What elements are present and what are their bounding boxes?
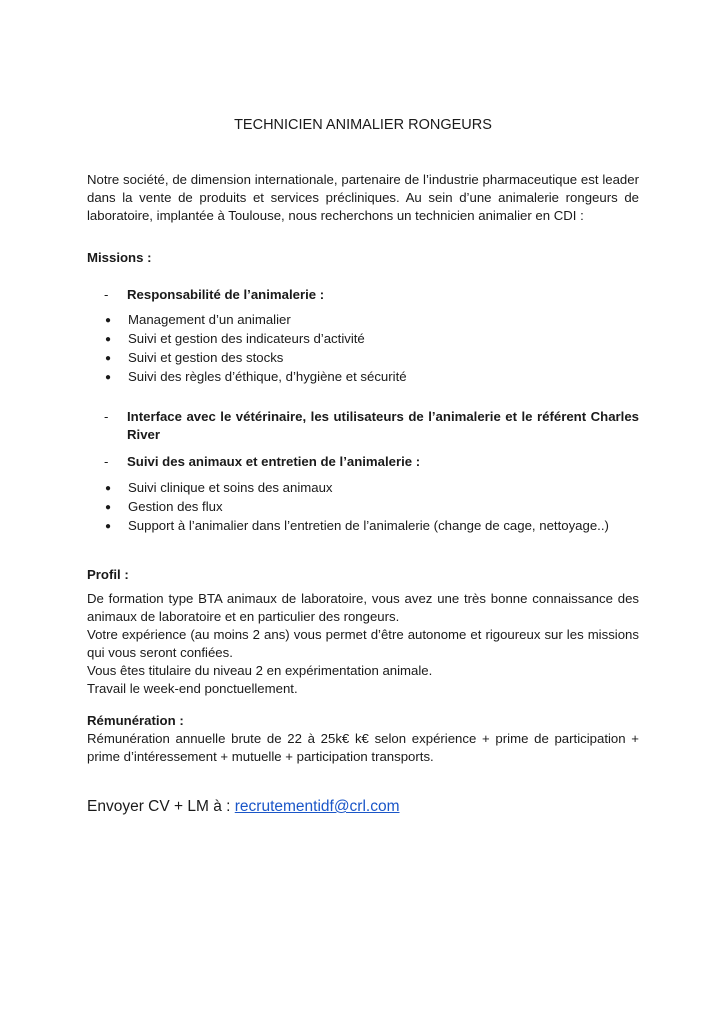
- list-item: ● Suivi et gestion des indicateurs d’activité: [87, 330, 639, 349]
- bullet-icon: ●: [105, 315, 112, 326]
- dash-item-responsabilite: [87, 286, 639, 304]
- list-item: ● Suivi clinique et soins des animaux: [87, 479, 639, 498]
- missions-group-3: [87, 453, 639, 536]
- remuneration-paragraph: Rémunération annuelle brute de 22 à 25k€ k€ selon expérience + prime de participation + prime d’intéressement + mutuelle + participation transports.: [87, 731, 639, 764]
- contact-prefix: Envoyer CV + LM à :: [87, 798, 235, 815]
- profil-paragraph-4: Travail le week-end ponctuellement.: [87, 681, 298, 696]
- bullet-icon: ●: [105, 483, 112, 494]
- dash-item-label: Interface avec le vétérinaire, les utilisateurs de l’animalerie et le référent Charles River: [127, 409, 639, 442]
- dash-item-suivi-animaux: [87, 453, 639, 471]
- page-title: TECHNICIEN ANIMALIER RONGEURS: [234, 117, 492, 133]
- bullet-icon: ●: [105, 521, 112, 532]
- profil-paragraph-2: Votre expérience (au moins 2 ans) vous permet d’être autonome et rigoureux sur les missions qui vous seront confiées.: [87, 627, 639, 660]
- dash-item-label: Responsabilité de l’animalerie :: [127, 287, 325, 302]
- dash-item-interface: [87, 408, 639, 444]
- list-item: ● Suivi et gestion des stocks: [87, 349, 639, 368]
- missions-group-1: [87, 286, 639, 387]
- missions-group-2: [87, 408, 639, 444]
- list-item: ● Support à l’animalier dans l’entretien de l’animalerie (change de cage, nettoyage..): [87, 517, 639, 536]
- contact-line: [87, 798, 639, 816]
- missions-heading: Missions :: [87, 250, 152, 265]
- list-item: ● Management d’un animalier: [87, 311, 639, 330]
- bullet-icon: ●: [105, 502, 112, 513]
- bullet-icon: ●: [105, 334, 112, 345]
- remuneration-heading: Rémunération :: [87, 713, 184, 728]
- bullet-icon: ●: [105, 353, 112, 364]
- email-link[interactable]: recrutementidf@crl.com: [234, 798, 400, 815]
- bullet-list-suivi-animaux: [87, 479, 639, 536]
- intro-paragraph: Notre société, de dimension internationale, partenaire de l’industrie pharmaceutique est leader dans la vente de produits et services précliniques. Au sein d’une animalerie rongeurs de laboratoire, implantée à Toulouse, nous recherchons un technicien animalier en CDI :: [87, 172, 639, 223]
- profil-section: [87, 590, 639, 698]
- list-item: ● Gestion des flux: [87, 498, 639, 517]
- dash-marker: -: [104, 287, 109, 302]
- list-item: ● Suivi des règles d’éthique, d’hygiène et sécurité: [87, 368, 639, 387]
- bullet-list-responsabilite: [87, 311, 639, 387]
- profil-paragraph-3: Vous êtes titulaire du niveau 2 en expérimentation animale.: [87, 663, 433, 678]
- bullet-icon: ●: [105, 372, 112, 383]
- profil-paragraph-1: De formation type BTA animaux de laboratoire, vous avez une très bonne connaissance des animaux de laboratoire et en particulier des rongeurs.: [87, 591, 639, 624]
- dash-marker: -: [104, 409, 109, 424]
- profil-heading: Profil :: [87, 567, 129, 582]
- dash-item-label: Suivi des animaux et entretien de l’animalerie :: [127, 454, 421, 469]
- dash-marker: -: [104, 454, 109, 469]
